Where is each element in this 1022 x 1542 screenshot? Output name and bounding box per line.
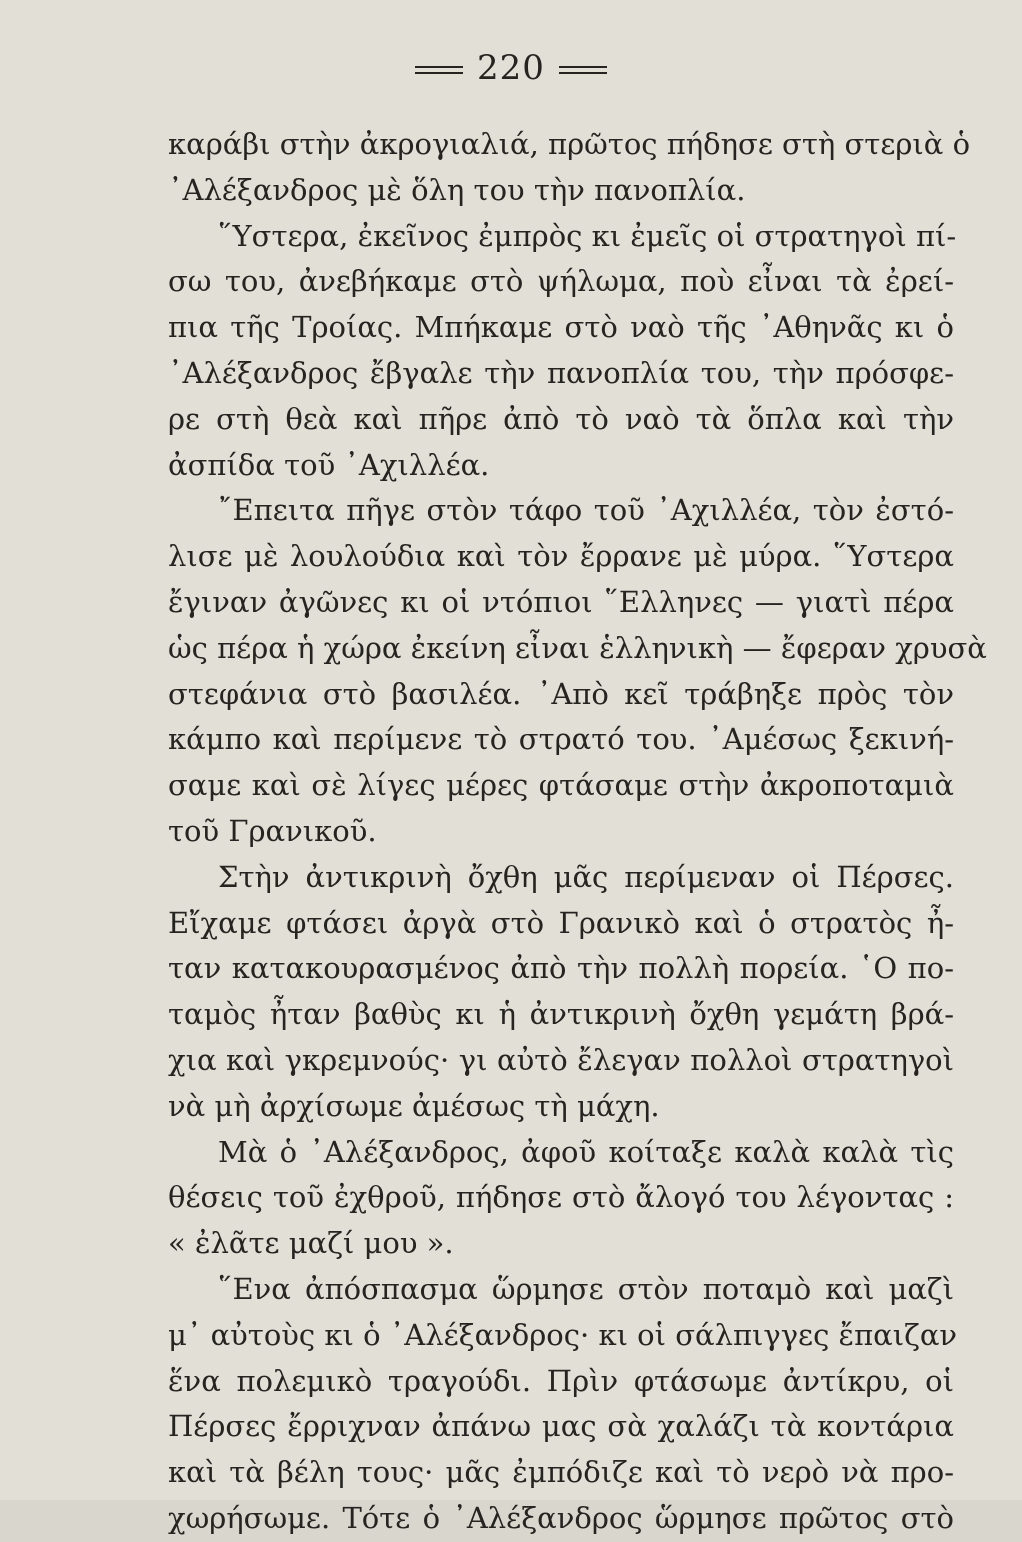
text-line: πια τῆς Τροίας. Μπήκαμε στὸ ναὸ τῆς ᾿Αθηνᾶς κι ὁ [168, 310, 954, 345]
text-line: Στὴν ἀντικρινὴ ὄχθη μᾶς περίμεναν οἱ Πέρσες. [218, 859, 954, 894]
text-line: θέσεις τοῦ ἐχθροῦ, πήδησε στὸ ἄλογό του λέγοντας : [168, 1180, 954, 1215]
text-line: Μὰ ὁ ᾿Αλέξανδρος, ἀφοῦ κοίταξε καλὰ καλὰ τὶς [218, 1134, 954, 1169]
text-line: ῎Επειτα πῆγε στὸν τάφο τοῦ ᾿Αχιλλέα, τὸν ἐστό- [218, 493, 954, 528]
right-double-dash [559, 66, 607, 74]
text-line: ῞Ενα ἀπόσπασμα ὥρμησε στὸν ποταμὸ καὶ μαζὶ [218, 1271, 954, 1306]
text-line: ᾿Αλέξανδρος μὲ ὅλη του τὴν πανοπλία. [168, 172, 746, 207]
text-line: σω του, ἀνεβήκαμε στὸ ψήλωμα, ποὺ εἶναι τὰ ἐρεί- [168, 264, 954, 299]
text-line: ᾿Αλέξανδρος ἔβγαλε τὴν πανοπλία του, τὴν πρόσφε- [168, 355, 954, 390]
text-line: « ἐλᾶτε μαζί μου ». [168, 1226, 454, 1261]
text-line: μ᾿ αὐτοὺς κι ὁ ᾿Αλέξανδρος· κι οἱ σάλπιγγες ἔπαιζαν [168, 1317, 958, 1352]
text-line: νὰ μὴ ἀρχίσωμε ἀμέσως τὴ μάχη. [168, 1088, 660, 1123]
text-line: ἀσπίδα τοῦ ᾿Αχιλλέα. [168, 447, 490, 482]
page-number: 220 [477, 48, 545, 88]
text-line: ἕνα πολεμικὸ τραγούδι. Πρὶν φτάσωμε ἀντίκρυ, οἱ [168, 1363, 954, 1398]
body-text [168, 122, 987, 1542]
text-line: χωρήσωμε. Τότε ὁ ᾿Αλέξανδρος ὥρμησε πρῶτος στὸ [168, 1500, 954, 1535]
text-line: καράβι στὴν ἀκρογιαλιά, πρῶτος πήδησε στὴ στεριὰ ὁ [168, 127, 971, 161]
text-line: κάμπο καὶ περίμενε τὸ στρατό του. ᾿Αμέσως ξεκινή- [168, 722, 954, 757]
text-line: στεφάνια στὸ βασιλέα. ᾿Απὸ κεῖ τράβηξε πρὸς τὸν [168, 676, 954, 711]
text-line: ταν κατακουρασμένος ἀπὸ τὴν πολλὴ πορεία. ῾Ο πο- [168, 951, 954, 986]
text-line: Εἴχαμε φτάσει ἀργὰ στὸ Γρανικὸ καὶ ὁ στρατὸς ἦ- [168, 905, 954, 940]
text-line: χια καὶ γκρεμνούς· γι αὐτὸ ἔλεγαν πολλοὶ στρατηγοὶ [168, 1042, 954, 1077]
text-line: σαμε καὶ σὲ λίγες μέρες φτάσαμε στὴν ἀκροποταμιὰ [168, 768, 954, 803]
text-line: ἔγιναν ἀγῶνες κι οἱ ντόπιοι ῞Ελληνες — γιατὶ πέρα [168, 584, 954, 619]
text-line: λισε μὲ λουλούδια καὶ τὸν ἔρρανε μὲ μύρα. ῞Υστερα [168, 539, 954, 574]
text-line: καὶ τὰ βέλη τους· μᾶς ἐμπόδιζε καὶ τὸ νερὸ νὰ προ- [168, 1455, 954, 1490]
text-line: ῞Υστερα, ἐκεῖνος ἐμπρὸς κι ἐμεῖς οἱ στρατηγοὶ πί- [218, 218, 957, 253]
text-line: τοῦ Γρανικοῦ. [168, 813, 377, 848]
left-double-dash [415, 66, 463, 74]
text-line: ταμὸς ἦταν βαθὺς κι ἡ ἀντικρινὴ ὄχθη γεμάτη βρά- [168, 997, 954, 1032]
text-line: Πέρσες ἔρριχναν ἀπάνω μας σὰ χαλάζι τὰ κοντάρια [168, 1409, 954, 1444]
text-line: ὡς πέρα ἡ χώρα ἐκείνη εἶναι ἑλληνικὴ — ἔφεραν χρυσὰ [168, 630, 987, 665]
text-line: ρε στὴ θεὰ καὶ πῆρε ἀπὸ τὸ ναὸ τὰ ὅπλα καὶ τὴν [168, 401, 954, 436]
page-number-header [0, 48, 1022, 88]
